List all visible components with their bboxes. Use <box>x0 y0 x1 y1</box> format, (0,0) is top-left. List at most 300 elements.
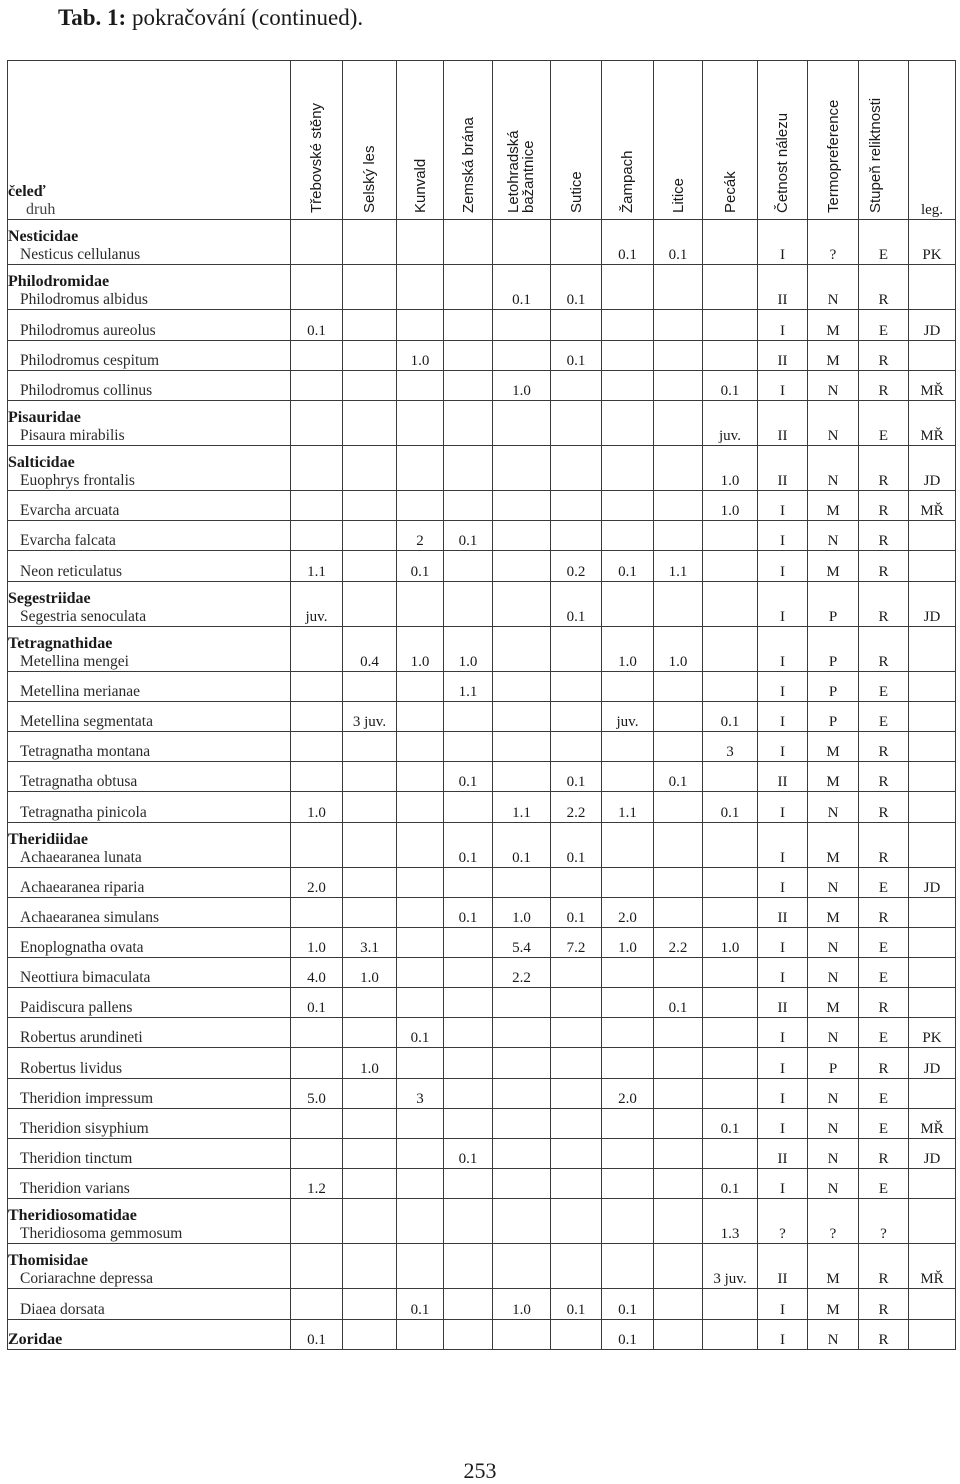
value-cell: 3 juv. <box>343 702 397 732</box>
value-cell: 0.1 <box>551 762 602 792</box>
table-row <box>8 1018 956 1048</box>
value-cell <box>703 521 758 551</box>
value-cell: 1.0 <box>493 1289 551 1319</box>
row-name-cell <box>8 867 291 897</box>
value-cell: 0.1 <box>291 310 343 340</box>
value-cell <box>291 822 343 867</box>
row-name-cell <box>8 491 291 521</box>
table-row <box>8 1138 956 1168</box>
table-row <box>8 551 956 581</box>
row-name-cell <box>8 1319 291 1349</box>
value-cell <box>291 1048 343 1078</box>
value-cell: R <box>859 1138 909 1168</box>
value-cell <box>291 265 343 310</box>
value-cell <box>551 1319 602 1349</box>
value-cell <box>602 1168 654 1198</box>
value-cell <box>343 732 397 762</box>
row-name-cell <box>8 400 291 445</box>
value-cell <box>602 491 654 521</box>
value-cell <box>444 220 493 265</box>
table-row <box>8 626 956 671</box>
value-cell: 0.1 <box>397 1018 444 1048</box>
header-column-label: Selský les <box>361 145 378 213</box>
value-cell <box>703 551 758 581</box>
value-cell: I <box>758 1078 808 1108</box>
value-cell: N <box>808 958 859 988</box>
value-cell <box>397 370 444 400</box>
value-cell <box>654 1048 703 1078</box>
header-column-label: Četnost nálezu <box>774 112 791 213</box>
row-name-cell <box>8 340 291 370</box>
value-cell <box>343 897 397 927</box>
value-cell <box>551 867 602 897</box>
value-cell <box>444 1048 493 1078</box>
header-column-3 <box>444 61 493 220</box>
value-cell: 4.0 <box>291 958 343 988</box>
value-cell <box>291 1108 343 1138</box>
value-cell <box>291 491 343 521</box>
value-cell <box>343 822 397 867</box>
value-cell: 1.0 <box>291 927 343 957</box>
value-cell: I <box>758 867 808 897</box>
value-cell <box>397 927 444 957</box>
value-cell <box>493 220 551 265</box>
value-cell: 2.0 <box>602 897 654 927</box>
row-name-cell <box>8 958 291 988</box>
value-cell <box>602 671 654 701</box>
species-name: Philodromus cespitum <box>20 351 160 369</box>
leg-cell <box>909 792 956 822</box>
value-cell: M <box>808 897 859 927</box>
value-cell <box>602 762 654 792</box>
value-cell: 0.2 <box>551 551 602 581</box>
value-cell <box>654 1138 703 1168</box>
value-cell <box>602 1199 654 1244</box>
value-cell: I <box>758 626 808 671</box>
value-cell <box>602 400 654 445</box>
table-row <box>8 400 956 445</box>
value-cell: P <box>808 702 859 732</box>
header-column-label: Termopreference <box>824 99 842 213</box>
value-cell <box>654 581 703 626</box>
value-cell: II <box>758 340 808 370</box>
value-cell: juv. <box>703 400 758 445</box>
value-cell: 0.1 <box>602 551 654 581</box>
value-cell <box>551 400 602 445</box>
value-cell: II <box>758 988 808 1018</box>
header-column-label: Třebovské stěny <box>308 102 325 213</box>
header-leg: leg. <box>909 61 956 220</box>
value-cell: juv. <box>291 581 343 626</box>
value-cell: E <box>859 867 909 897</box>
header-name-cell <box>8 61 291 220</box>
leg-cell: JD <box>909 1048 956 1078</box>
species-name: Theridiosoma gemmosum <box>20 1225 183 1243</box>
value-cell <box>493 988 551 1018</box>
value-cell <box>493 1199 551 1244</box>
value-cell: 0.1 <box>551 1289 602 1319</box>
value-cell: N <box>808 1319 859 1349</box>
value-cell <box>654 1018 703 1048</box>
value-cell: 1.0 <box>493 370 551 400</box>
value-cell <box>291 626 343 671</box>
row-name-cell <box>8 1078 291 1108</box>
species-name: Philodromus collinus <box>20 381 153 399</box>
value-cell <box>654 340 703 370</box>
value-cell <box>654 265 703 310</box>
leg-cell: JD <box>909 310 956 340</box>
value-cell: I <box>758 732 808 762</box>
value-cell: I <box>758 1018 808 1048</box>
value-cell <box>343 1319 397 1349</box>
value-cell: 1.0 <box>493 897 551 927</box>
value-cell <box>493 445 551 490</box>
family-name: Philodromidae <box>8 273 110 291</box>
value-cell: R <box>859 1048 909 1078</box>
page-number: 253 <box>463 1458 497 1483</box>
value-cell <box>343 400 397 445</box>
value-cell: M <box>808 1244 859 1289</box>
value-cell <box>493 732 551 762</box>
value-cell <box>703 310 758 340</box>
value-cell: 1.1 <box>602 792 654 822</box>
table-row <box>8 1319 956 1349</box>
value-cell <box>493 1319 551 1349</box>
species-name: Theridion varians <box>20 1180 130 1198</box>
value-cell: 2.0 <box>602 1078 654 1108</box>
value-cell <box>654 1168 703 1198</box>
species-name: Segestria senoculata <box>20 607 147 625</box>
value-cell: I <box>758 792 808 822</box>
table-row <box>8 491 956 521</box>
value-cell <box>551 445 602 490</box>
value-cell: 2.2 <box>551 792 602 822</box>
caption-text: pokračování (continued). <box>126 5 364 30</box>
value-cell: I <box>758 958 808 988</box>
species-name: Achaearanea riparia <box>20 878 145 896</box>
table-row <box>8 310 956 340</box>
value-cell: 1.2 <box>291 1168 343 1198</box>
value-cell <box>343 581 397 626</box>
row-name-cell <box>8 732 291 762</box>
value-cell: R <box>859 732 909 762</box>
value-cell <box>343 1168 397 1198</box>
value-cell: E <box>859 958 909 988</box>
value-cell: 1.1 <box>291 551 343 581</box>
value-cell <box>493 491 551 521</box>
species-table <box>7 60 956 1350</box>
leg-cell <box>909 551 956 581</box>
species-name: Tetragnatha montana <box>20 743 151 761</box>
value-cell <box>397 1199 444 1244</box>
species-name: Achaearanea simulans <box>20 908 160 926</box>
value-cell <box>444 1244 493 1289</box>
value-cell <box>397 491 444 521</box>
value-cell <box>444 1108 493 1138</box>
value-cell <box>654 822 703 867</box>
value-cell <box>493 867 551 897</box>
value-cell <box>654 792 703 822</box>
value-cell <box>291 400 343 445</box>
value-cell: 0.1 <box>654 988 703 1018</box>
value-cell <box>551 1048 602 1078</box>
value-cell <box>551 1138 602 1168</box>
row-name-cell <box>8 1244 291 1289</box>
caption-tab-label: Tab. 1: <box>58 5 127 30</box>
value-cell: E <box>859 400 909 445</box>
value-cell: P <box>808 581 859 626</box>
species-name: Enoplognatha ovata <box>20 939 144 957</box>
header-family-label: čeleď <box>8 183 46 200</box>
value-cell: 0.1 <box>654 762 703 792</box>
value-cell <box>291 445 343 490</box>
row-name-cell <box>8 445 291 490</box>
table-row <box>8 1168 956 1198</box>
value-cell: R <box>859 551 909 581</box>
table-row <box>8 702 956 732</box>
value-cell <box>444 370 493 400</box>
value-cell <box>654 958 703 988</box>
value-cell <box>444 927 493 957</box>
value-cell <box>444 958 493 988</box>
value-cell <box>343 1078 397 1108</box>
value-cell <box>493 400 551 445</box>
value-cell: M <box>808 822 859 867</box>
value-cell <box>444 491 493 521</box>
value-cell: R <box>859 1244 909 1289</box>
value-cell <box>493 1138 551 1168</box>
leg-cell <box>909 1289 956 1319</box>
value-cell <box>291 671 343 701</box>
value-cell <box>444 1168 493 1198</box>
value-cell <box>602 265 654 310</box>
value-cell <box>703 340 758 370</box>
header-column-9 <box>758 61 808 220</box>
value-cell: 3 <box>397 1078 444 1108</box>
value-cell: 0.1 <box>551 581 602 626</box>
value-cell: 0.1 <box>444 1138 493 1168</box>
family-name: Thomisidae <box>8 1252 89 1270</box>
header-species-label: druh <box>26 201 56 218</box>
value-cell: E <box>859 671 909 701</box>
value-cell <box>343 1289 397 1319</box>
species-name: Robertus lividus <box>20 1059 123 1077</box>
row-name-cell <box>8 792 291 822</box>
value-cell: M <box>808 491 859 521</box>
family-name: Theridiidae <box>8 830 89 848</box>
value-cell <box>703 958 758 988</box>
value-cell: 0.1 <box>551 265 602 310</box>
value-cell <box>343 265 397 310</box>
value-cell <box>493 340 551 370</box>
value-cell <box>654 1108 703 1138</box>
header-column-4 <box>493 61 551 220</box>
value-cell <box>602 1048 654 1078</box>
value-cell: R <box>859 340 909 370</box>
leg-cell <box>909 340 956 370</box>
row-name-cell <box>8 822 291 867</box>
leg-cell <box>909 702 956 732</box>
value-cell: 2.0 <box>291 867 343 897</box>
value-cell: M <box>808 1289 859 1319</box>
leg-cell <box>909 1199 956 1244</box>
value-cell <box>444 792 493 822</box>
value-cell: 0.1 <box>654 220 703 265</box>
value-cell <box>551 1108 602 1138</box>
value-cell <box>343 1199 397 1244</box>
table-row <box>8 521 956 551</box>
species-name: Nesticus cellulanus <box>20 246 141 264</box>
value-cell <box>444 340 493 370</box>
value-cell: N <box>808 370 859 400</box>
species-name: Pisaura mirabilis <box>20 426 125 444</box>
value-cell: 5.0 <box>291 1078 343 1108</box>
row-name-cell <box>8 626 291 671</box>
value-cell: I <box>758 1319 808 1349</box>
value-cell: E <box>859 1108 909 1138</box>
value-cell: M <box>808 732 859 762</box>
value-cell: R <box>859 581 909 626</box>
value-cell: R <box>859 822 909 867</box>
row-name-cell <box>8 521 291 551</box>
species-name: Robertus arundineti <box>20 1029 143 1047</box>
species-name: Philodromus aureolus <box>20 321 156 339</box>
value-cell <box>343 445 397 490</box>
species-name: Tetragnatha pinicola <box>20 803 147 821</box>
table-row <box>8 340 956 370</box>
value-cell <box>343 792 397 822</box>
value-cell <box>343 491 397 521</box>
value-cell: 0.1 <box>444 762 493 792</box>
leg-cell: MŘ <box>909 491 956 521</box>
value-cell <box>291 1289 343 1319</box>
value-cell <box>343 340 397 370</box>
value-cell: 0.1 <box>291 988 343 1018</box>
table-row <box>8 220 956 265</box>
value-cell: M <box>808 340 859 370</box>
species-name: Metellina merianae <box>20 683 141 700</box>
value-cell: N <box>808 445 859 490</box>
value-cell: R <box>859 1289 909 1319</box>
value-cell <box>703 867 758 897</box>
row-name-cell <box>8 1108 291 1138</box>
value-cell: 1.0 <box>654 626 703 671</box>
value-cell: I <box>758 521 808 551</box>
value-cell: E <box>859 702 909 732</box>
value-cell: 0.1 <box>291 1319 343 1349</box>
leg-cell: MŘ <box>909 400 956 445</box>
value-cell <box>343 671 397 701</box>
value-cell: 1.0 <box>703 491 758 521</box>
value-cell <box>551 1168 602 1198</box>
leg-cell <box>909 1078 956 1108</box>
value-cell <box>602 1108 654 1138</box>
row-name-cell <box>8 671 291 701</box>
row-name-cell <box>8 1138 291 1168</box>
value-cell <box>493 1168 551 1198</box>
value-cell <box>551 491 602 521</box>
leg-cell <box>909 988 956 1018</box>
value-cell: I <box>758 671 808 701</box>
value-cell <box>551 671 602 701</box>
value-cell <box>397 310 444 340</box>
value-cell <box>551 1199 602 1244</box>
value-cell <box>703 1289 758 1319</box>
value-cell <box>602 370 654 400</box>
header-column-11 <box>859 61 909 220</box>
value-cell <box>444 702 493 732</box>
value-cell <box>654 732 703 762</box>
value-cell: 1.0 <box>703 445 758 490</box>
row-name-cell <box>8 1289 291 1319</box>
family-name: Salticidae <box>8 454 75 472</box>
row-name-cell <box>8 310 291 340</box>
value-cell: N <box>808 1018 859 1048</box>
value-cell: M <box>808 988 859 1018</box>
species-name: Theridion sisyphium <box>20 1119 149 1137</box>
species-name: Theridion tinctum <box>20 1149 133 1167</box>
header-column-10 <box>808 61 859 220</box>
leg-cell <box>909 671 956 701</box>
header-column-label: Letohradská bažantnice <box>504 130 537 213</box>
value-cell: juv. <box>602 702 654 732</box>
row-name-cell <box>8 370 291 400</box>
value-cell <box>654 370 703 400</box>
species-name: Neottiura bimaculata <box>20 969 151 987</box>
value-cell <box>397 265 444 310</box>
value-cell <box>444 1289 493 1319</box>
value-cell <box>444 265 493 310</box>
value-cell: 0.1 <box>703 1168 758 1198</box>
family-name: Pisauridae <box>8 408 81 426</box>
value-cell <box>493 521 551 551</box>
value-cell: 1.1 <box>654 551 703 581</box>
value-cell: II <box>758 265 808 310</box>
value-cell <box>493 551 551 581</box>
value-cell <box>602 958 654 988</box>
value-cell: R <box>859 626 909 671</box>
value-cell <box>602 988 654 1018</box>
table-row <box>8 897 956 927</box>
value-cell <box>444 1078 493 1108</box>
table-row <box>8 792 956 822</box>
value-cell <box>343 1018 397 1048</box>
value-cell: E <box>859 310 909 340</box>
table-row <box>8 1078 956 1108</box>
value-cell: P <box>808 626 859 671</box>
value-cell: 0.1 <box>703 1108 758 1138</box>
family-name: Nesticidae <box>8 228 79 246</box>
value-cell: N <box>808 867 859 897</box>
value-cell: N <box>808 1078 859 1108</box>
value-cell: E <box>859 1018 909 1048</box>
leg-cell <box>909 897 956 927</box>
value-cell: I <box>758 702 808 732</box>
value-cell <box>703 1138 758 1168</box>
value-cell <box>397 1319 444 1349</box>
value-cell <box>493 1108 551 1138</box>
family-name: Zoridae <box>8 1331 63 1348</box>
leg-cell: PK <box>909 220 956 265</box>
value-cell <box>397 958 444 988</box>
value-cell <box>343 1244 397 1289</box>
value-cell <box>551 521 602 551</box>
value-cell: 1.1 <box>493 792 551 822</box>
species-name: Metellina segmentata <box>20 713 153 731</box>
value-cell <box>291 370 343 400</box>
table-row <box>8 822 956 867</box>
value-cell <box>602 521 654 551</box>
